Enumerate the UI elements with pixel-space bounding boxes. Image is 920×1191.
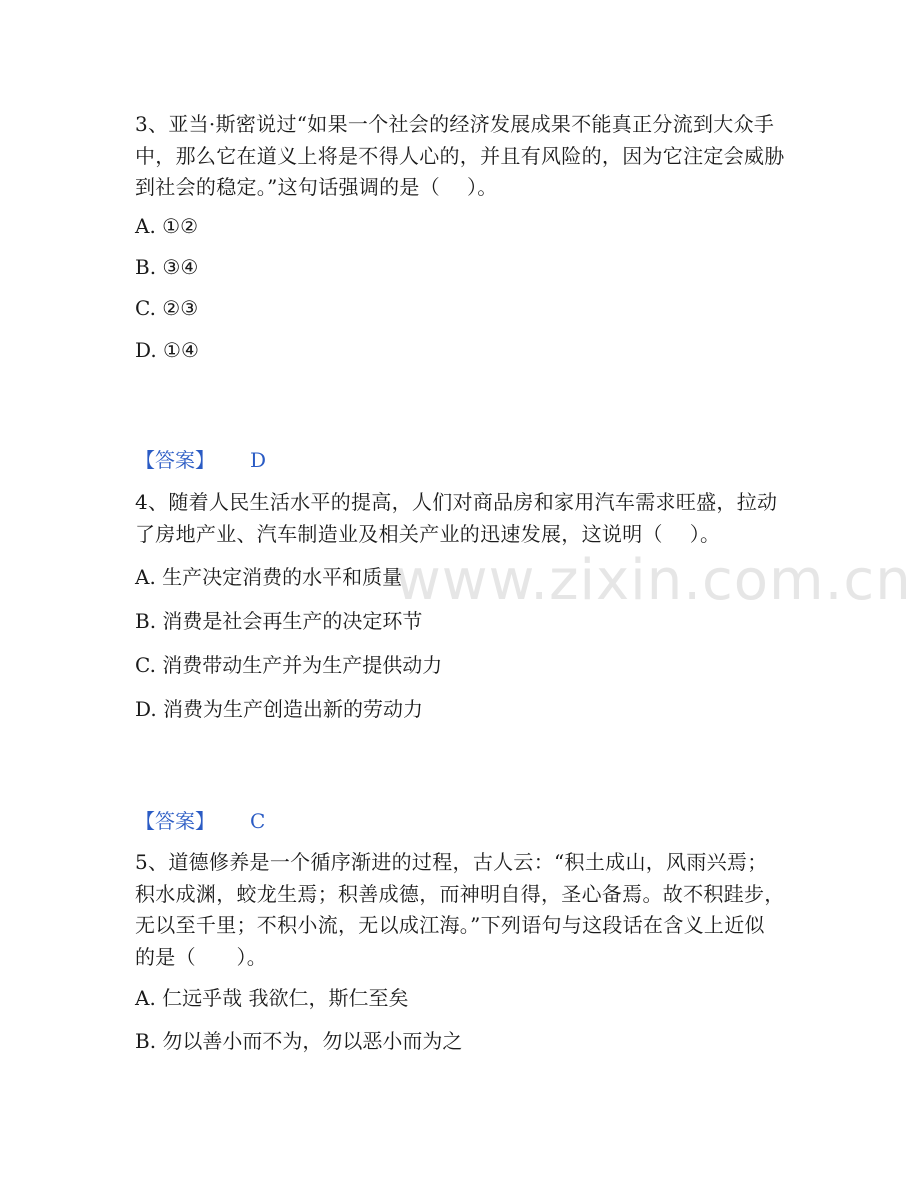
question-5 [135, 847, 785, 973]
question-3-option-b: B. ③④ [135, 255, 199, 279]
answer-label: 【答案】 [135, 448, 215, 472]
question-4-option-b: B. 消费是社会再生产的决定环节 [135, 609, 423, 633]
question-3 [135, 109, 785, 204]
question-4-option-a: A. 生产决定消费的水平和质量 [135, 565, 403, 589]
question-5-stem: 5、道德修养是一个循序渐进的过程，古人云：“积土成山，风雨兴焉；积水成渊，蛟龙生焉；积善成德，而神明自得，圣心备焉。故不积跬步，无以至千里；不积小流，无以成江海。”下列语句与这段话在含义上近似的是（ ）。 [135, 850, 785, 969]
watermark: www.zixin.com.cn [395, 548, 912, 613]
answer-label: 【答案】 [135, 809, 215, 833]
question-4 [135, 487, 785, 550]
question-4-option-d: D. 消费为生产创造出新的劳动力 [135, 697, 424, 721]
question-5-option-a: A. 仁远乎哉 我欲仁，斯仁至矣 [135, 986, 409, 1010]
question-3-answer [135, 447, 267, 473]
question-4-answer [135, 808, 266, 834]
question-5-option-b: B. 勿以善小而不为，勿以恶小而为之 [135, 1029, 463, 1053]
question-3-option-c: C. ②③ [135, 296, 199, 320]
question-4-stem: 4、随着人民生活水平的提高，人们对商品房和家用汽车需求旺盛，拉动了房地产业、汽车制造业及相关产业的迅速发展，这说明（ ）。 [135, 490, 778, 546]
answer-value: C [250, 809, 266, 833]
answer-value: D [250, 448, 267, 472]
question-3-option-a: A. ①② [135, 214, 199, 238]
question-4-option-c: C. 消费带动生产并为生产提供动力 [135, 653, 443, 677]
question-3-stem: 3、亚当·斯密说过“如果一个社会的经济发展成果不能真正分流到大众手中，那么它在道义上将是不得人心的，并且有风险的，因为它注定会威胁到社会的稳定。”这句话强调的是（ ）。 [135, 112, 785, 199]
question-3-option-d: D. ①④ [135, 338, 199, 362]
